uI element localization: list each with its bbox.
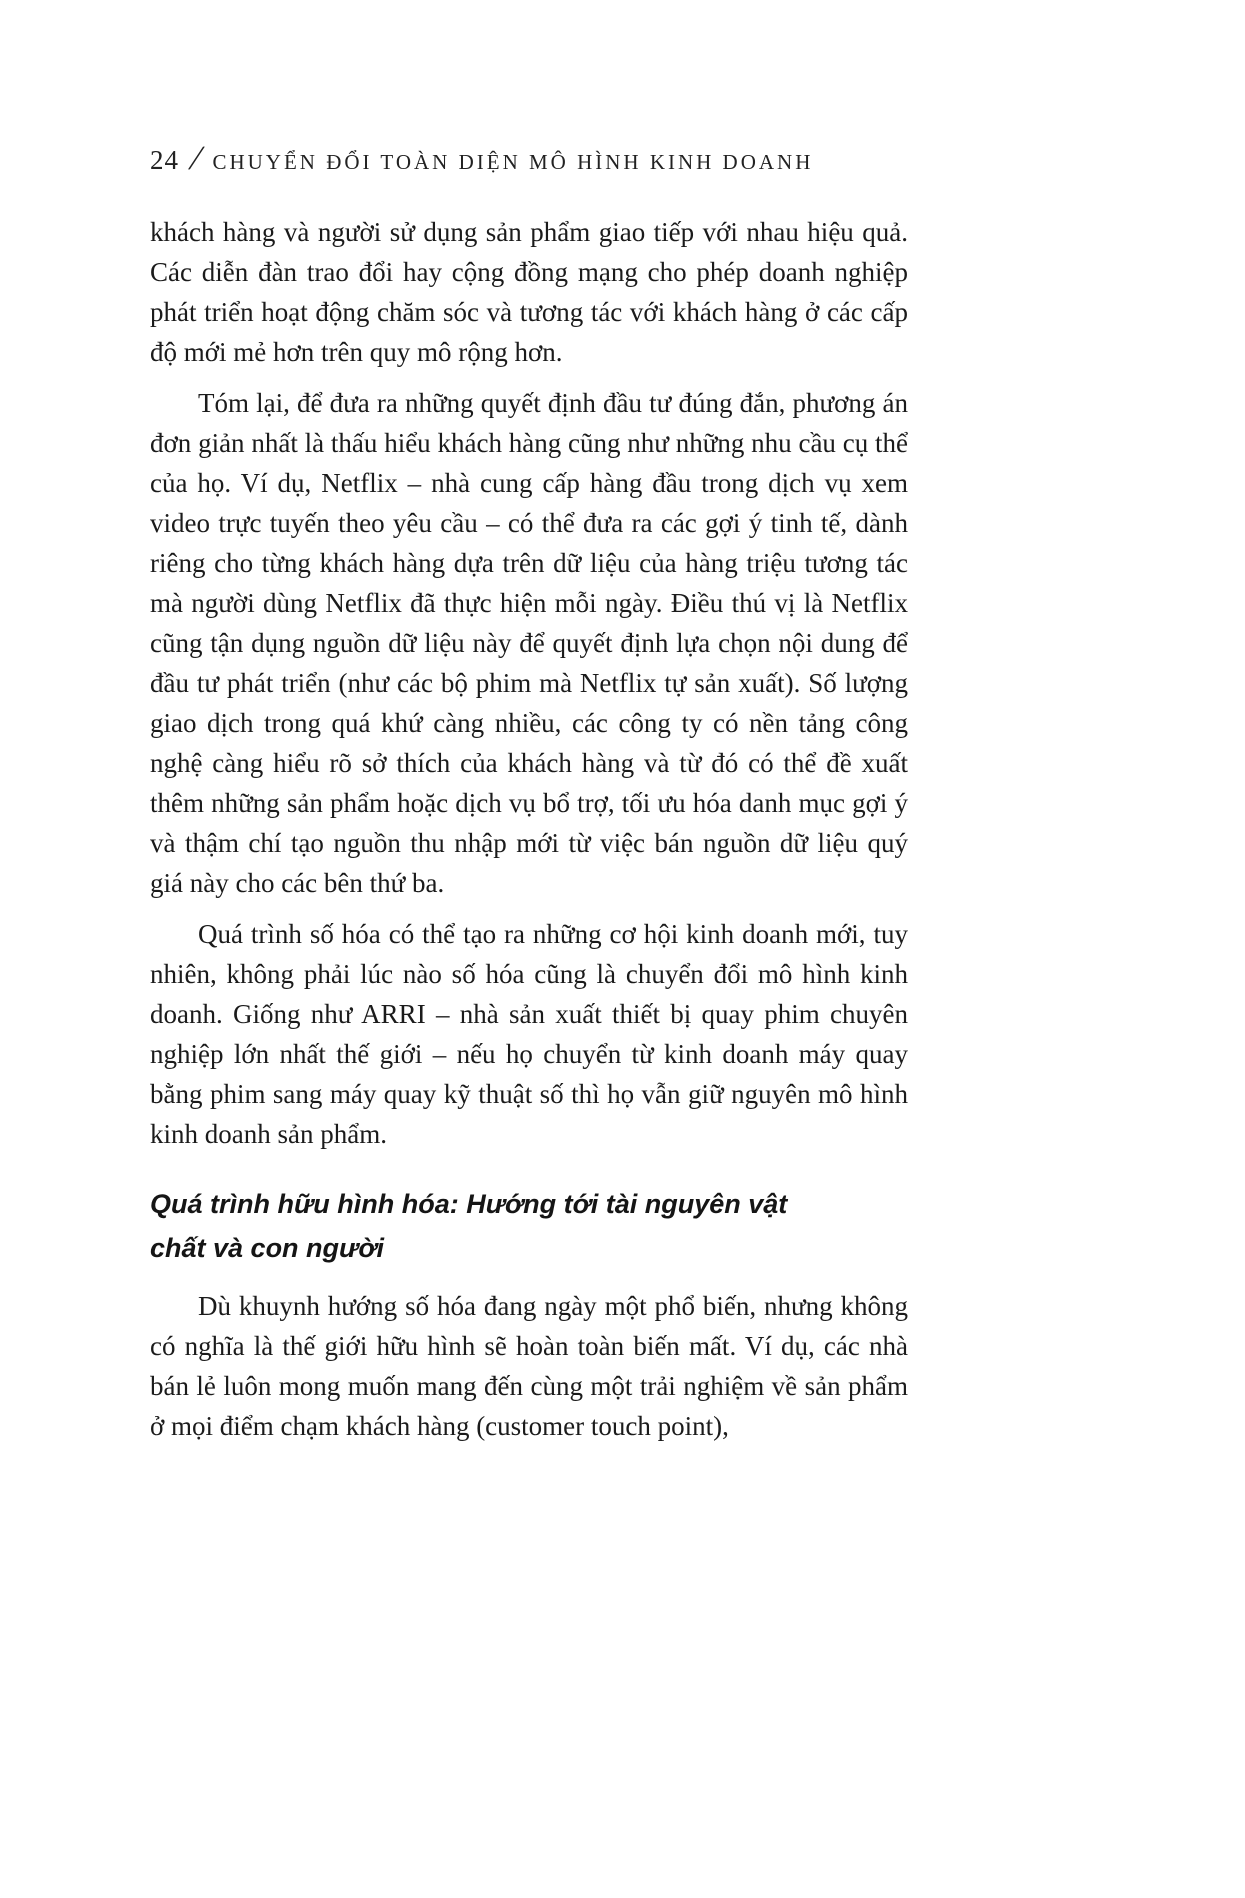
page-content bbox=[150, 212, 908, 1446]
section-heading: Quá trình hữu hình hóa: Hướng tới tài nguyên vật chất và con người bbox=[150, 1189, 788, 1263]
body-paragraph: Quá trình số hóa có thể tạo ra những cơ hội kinh doanh mới, tuy nhiên, không phải lúc nào số hóa cũng là chuyển đổi mô hình kinh doanh. Giống như ARRI – nhà sản xuất thiết bị quay phim chuyên nghiệp lớn nhất thế giới – nếu họ chuyển từ kinh doanh máy quay bằng phim sang máy quay kỹ thuật số thì họ vẫn giữ nguyên mô hình kinh doanh sản phẩm. bbox=[150, 919, 908, 1149]
header-separator: / bbox=[188, 140, 204, 177]
page-header bbox=[150, 140, 813, 178]
body-paragraph: khách hàng và người sử dụng sản phẩm giao tiếp với nhau hiệu quả. Các diễn đàn trao đổi hay cộng đồng mạng cho phép doanh nghiệp phát triển hoạt động chăm sóc và tương tác với khách hàng ở các cấp độ mới mẻ hơn trên quy mô rộng hơn. bbox=[150, 217, 908, 367]
running-title: CHUYỂN ĐỔI TOÀN DIỆN MÔ HÌNH KINH DOANH bbox=[212, 150, 814, 174]
body-paragraph: Dù khuynh hướng số hóa đang ngày một phổ biến, nhưng không có nghĩa là thế giới hữu hình sẽ hoàn toàn biến mất. Ví dụ, các nhà bán lẻ luôn mong muốn mang đến cùng một trải nghiệm về sản phẩm ở mọi điểm chạm khách hàng (customer touch point), bbox=[150, 1291, 908, 1441]
body-paragraph: Tóm lại, để đưa ra những quyết định đầu tư đúng đắn, phương án đơn giản nhất là thấu hiểu khách hàng cũng như những nhu cầu cụ thể của họ. Ví dụ, Netflix – nhà cung cấp hàng đầu trong dịch vụ xem video trực tuyến theo yêu cầu – có thể đưa ra các gợi ý tinh tế, dành riêng cho từng khách hàng dựa trên dữ liệu của hàng triệu tương tác mà người dùng Netflix đã thực hiện mỗi ngày. Điều thú vị là Netflix cũng tận dụng nguồn dữ liệu này để quyết định lựa chọn nội dung để đầu tư phát triển (như các bộ phim mà Netflix tự sản xuất). Số lượng giao dịch trong quá khứ càng nhiều, các công ty có nền tảng công nghệ càng hiểu rõ sở thích của khách hàng và từ đó có thể đề xuất thêm những sản phẩm hoặc dịch vụ bổ trợ, tối ưu hóa danh mục gợi ý và thậm chí tạo nguồn thu nhập mới từ việc bán nguồn dữ liệu quý giá này cho các bên thứ ba. bbox=[150, 388, 908, 898]
page-number: 24 bbox=[150, 145, 179, 175]
